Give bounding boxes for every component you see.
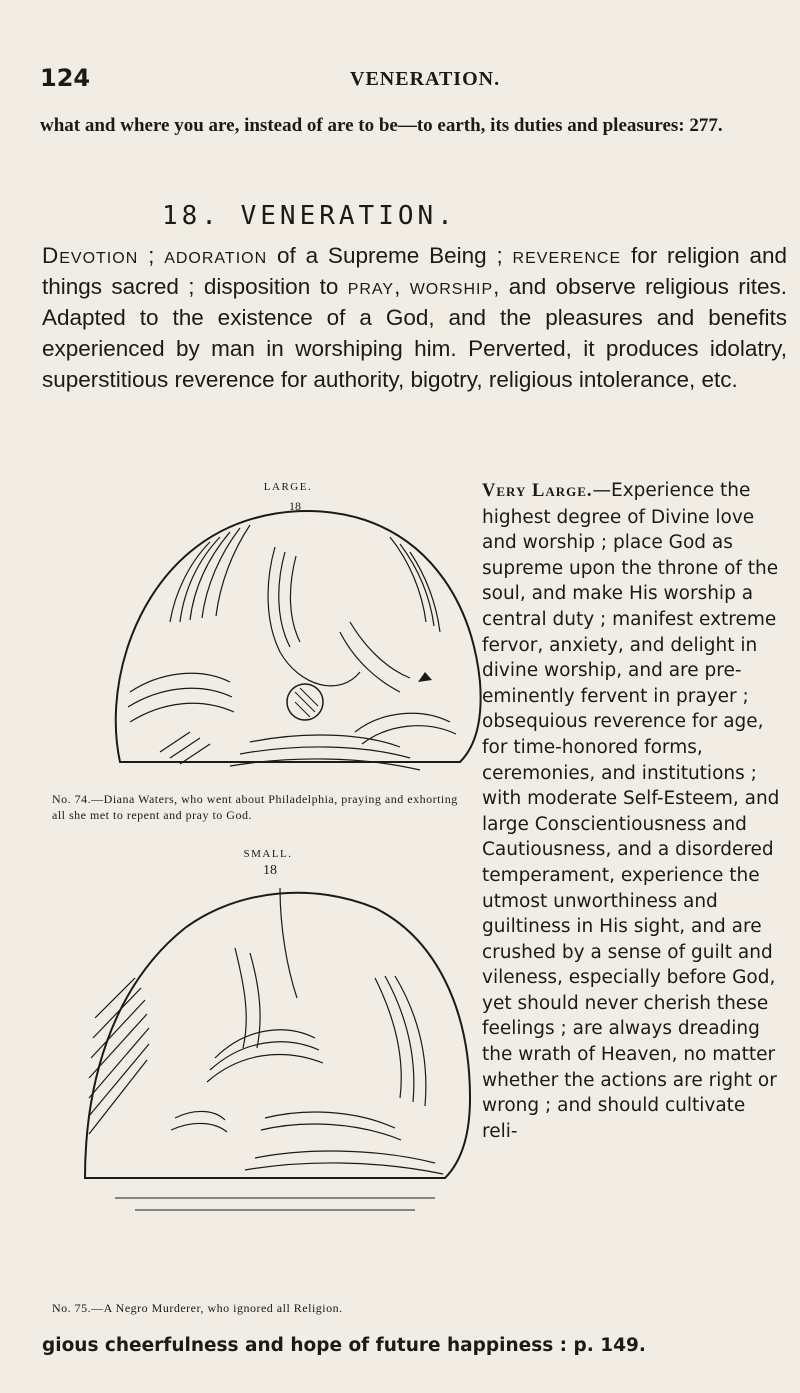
definition-text: , (394, 274, 410, 299)
very-large-description (482, 478, 782, 1144)
section-heading (162, 201, 457, 231)
very-large-text: —Experience the highest degree of Divine love and worship ; place God as supreme upon the throne of the soul, and make His worship a central duty ; manifest extreme fervor, anxiety, and delight in divine worship, and are pre-eminently fervent in prayer ; obsequious reverence for age, for time-honored forms, ceremonies, and institutions ; with moderate Self-Esteem, and large Conscientiousness and Cautiousness, and a disordered temperament, experience the utmost unworthiness and guiltiness in His sight, and are crushed by a sense of guilt and vileness, especially before God, yet should never cherish these feelings ; are always dreading the wrath of Heaven, no matter whether the actions are right or wrong ; and should cultivate reli- (482, 480, 780, 1142)
definition-text: of a Supreme Being ; (267, 243, 513, 268)
figure-small-caption: No. 75.—A Negro Murderer, who ignored all Religion. (52, 1301, 343, 1315)
section-number: 18. (162, 201, 221, 231)
figure-small-illustration (75, 858, 480, 1238)
definition-keyword: Devotion (42, 243, 139, 268)
figure-small-size-label: SMALL. (243, 848, 293, 860)
definition-keyword: adoration (164, 243, 268, 268)
definition-keyword: reverence (512, 243, 622, 268)
definition-text: , and observe religious rites. Adapted to the existence of a God, and the pleasures and benefits experienced by man in worshiping him. Perverted, it produces idolatry, superstitious reverence for authority, bigotry, religious intolerance, etc. (42, 274, 787, 392)
figure-large-illustration (100, 492, 485, 792)
page-number: 124 (40, 64, 91, 92)
figure-large-organ-number: 18 (289, 499, 301, 513)
section-title: VENERATION. (240, 201, 457, 231)
figure-small-organ-number: 18 (263, 863, 277, 878)
section-definition (42, 240, 787, 395)
figure-large-size-label: LARGE. (263, 481, 313, 493)
previous-section-text: what and where you are, instead of are to be—to earth, its duties and pleasures: 277. (40, 115, 723, 136)
definition-keyword: worship (409, 274, 494, 299)
definition-text: ; (138, 243, 165, 268)
continuation-text: gious cheerfulness and hope of future happiness : p. 149. (42, 1335, 646, 1356)
figure-large-caption: No. 74.—Diana Waters, who went about Philadelphia, praying and exhorting all she met to repent and pray to God. (52, 792, 458, 822)
running-title: VENERATION. (350, 68, 501, 90)
very-large-heading: Very Large. (482, 481, 593, 501)
definition-text: for religion and things sacred ; disposition to (42, 243, 787, 299)
page-header (40, 64, 775, 100)
definition-keyword: pray (347, 274, 395, 299)
